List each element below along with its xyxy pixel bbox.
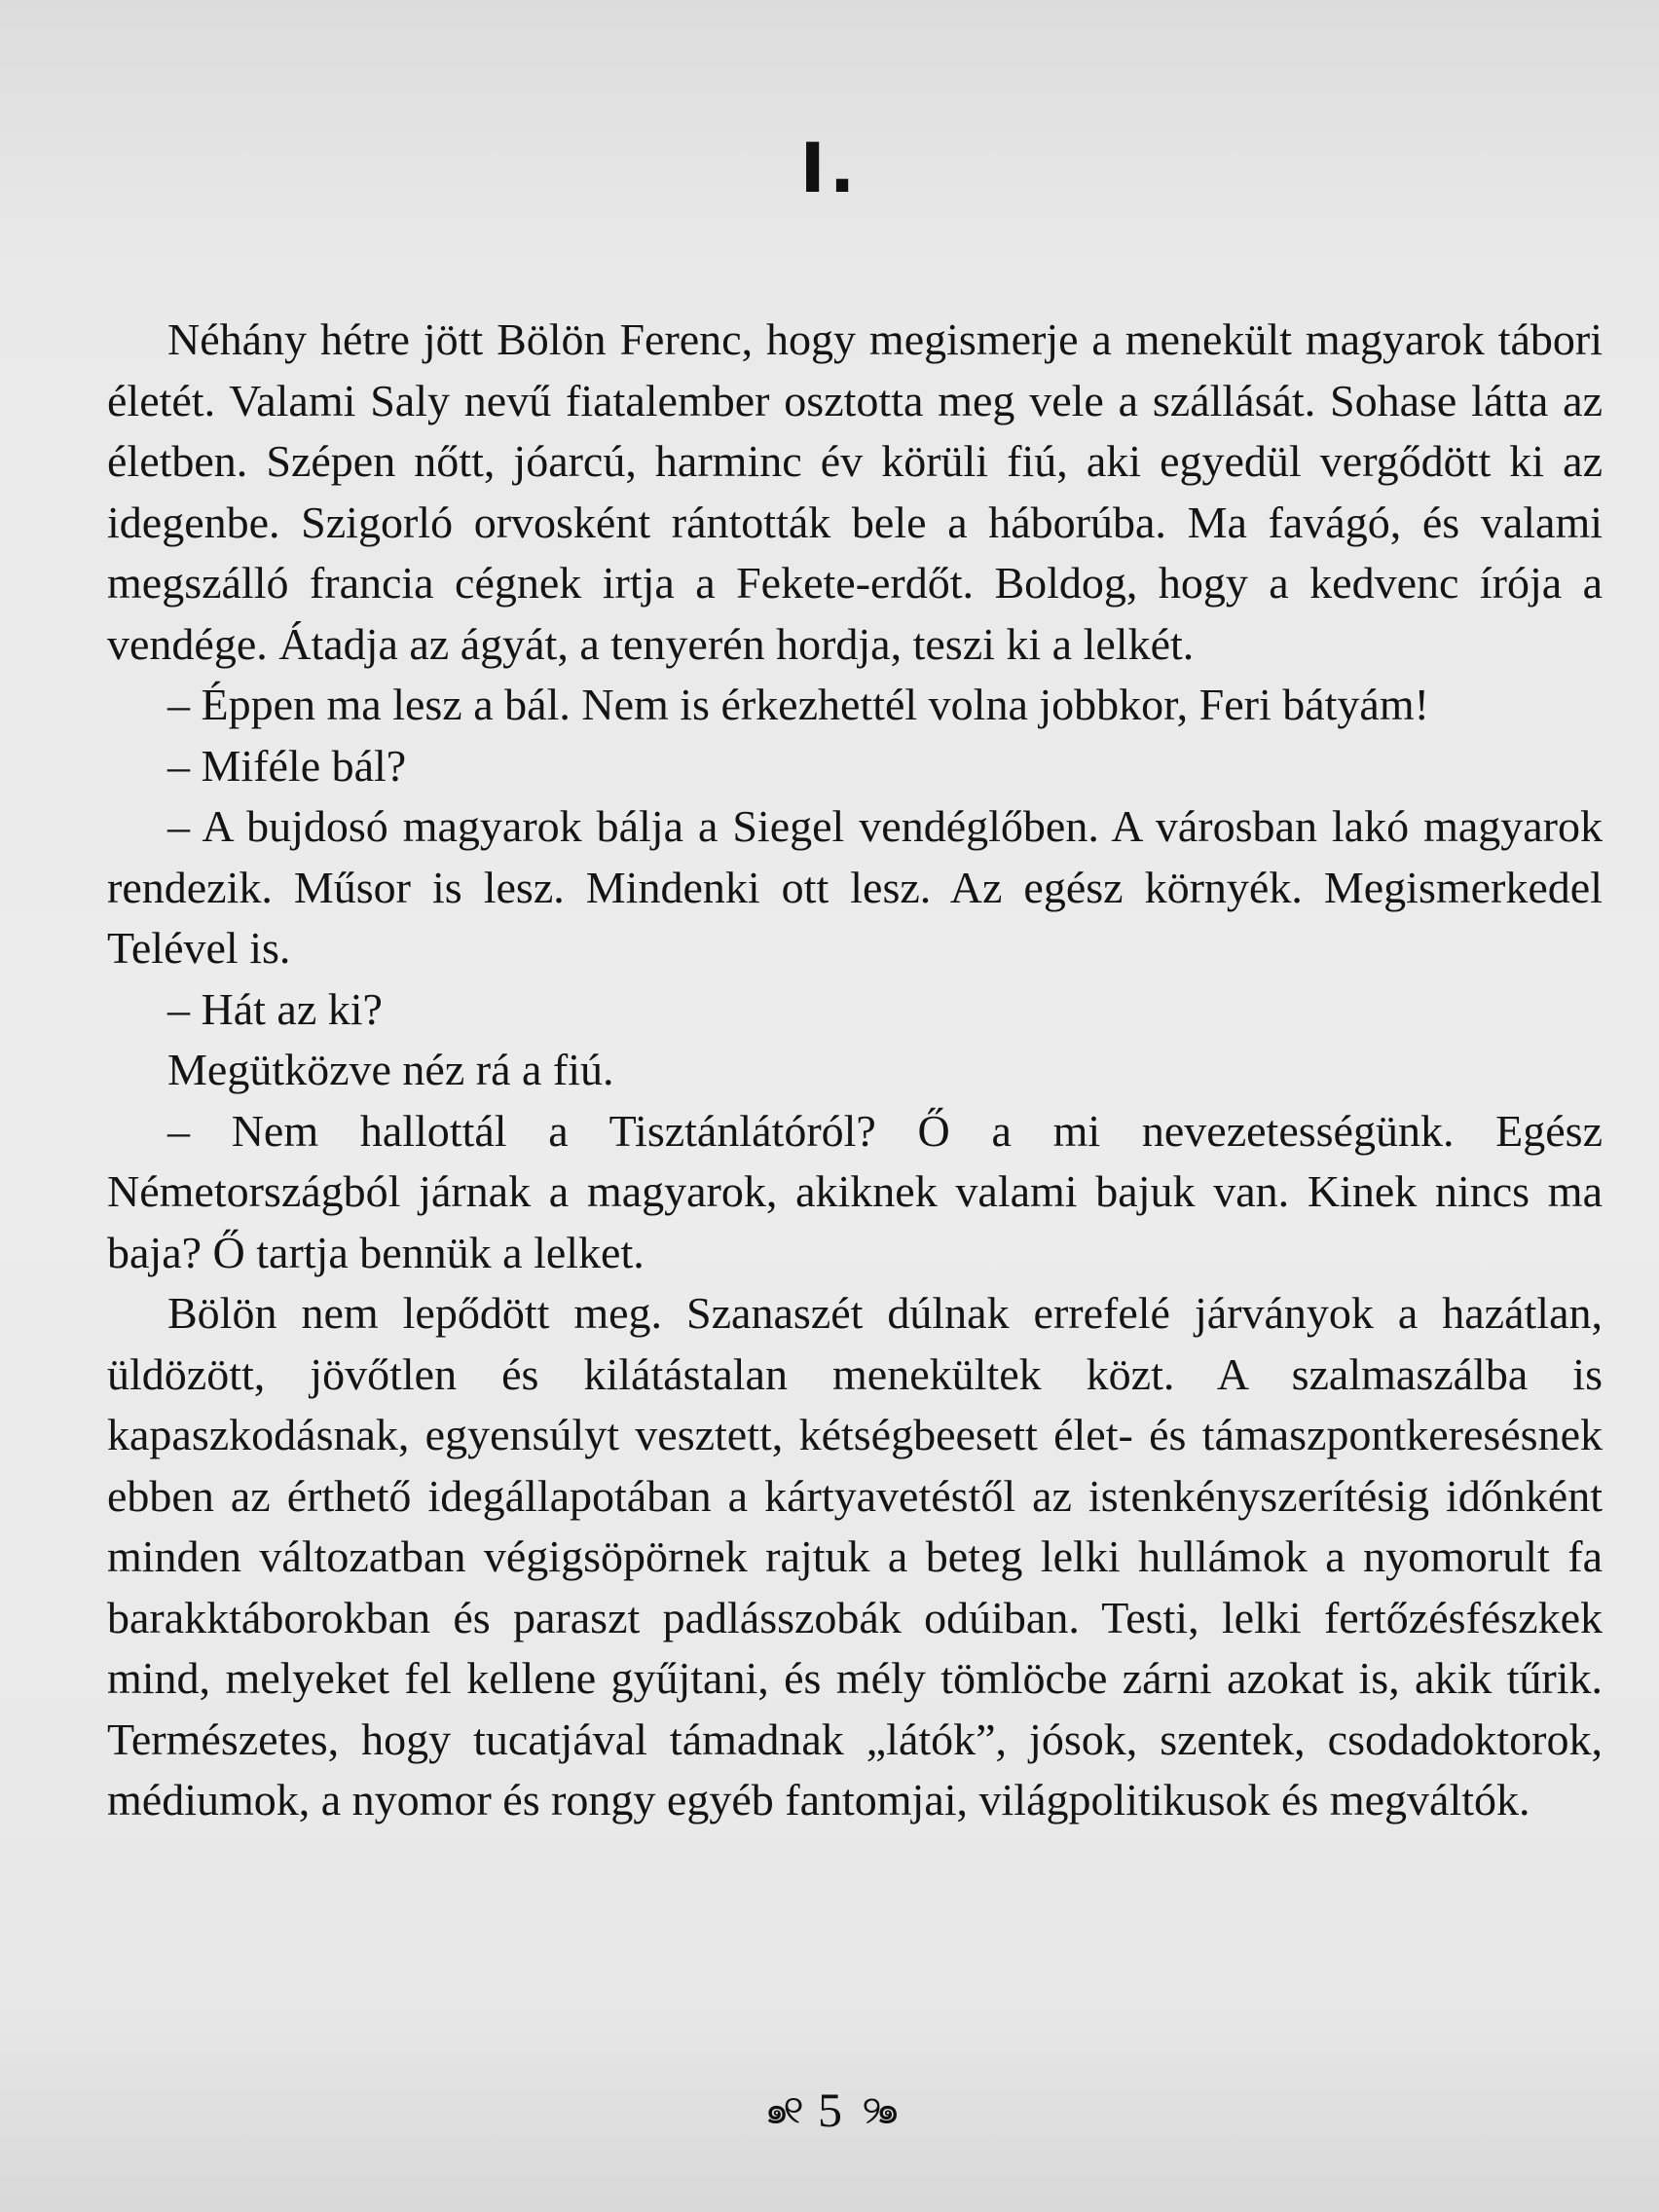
page-number: 5 bbox=[817, 2082, 842, 2137]
paragraph: – Éppen ma lesz a bál. Nem is érkezhettél volna jobbkor, Feri bátyám! bbox=[167, 680, 1429, 729]
paragraph: – A bujdosó magyarok bálja a Siegel vendéglőben. A városban lakó magyarok rendezik. Műsor is lesz. Mindenki ott lesz. Az egész környék. Megismerkedel Telével is. bbox=[107, 801, 1603, 973]
body-text bbox=[107, 310, 1603, 1831]
paragraph: – Hát az ki? bbox=[167, 983, 383, 1034]
chapter-heading: I. bbox=[799, 129, 860, 208]
ornament-left-icon: ๑୧ bbox=[764, 2087, 798, 2132]
paragraph: Megütközve néz rá a fiú. bbox=[167, 1045, 614, 1094]
page-footer bbox=[0, 2076, 1659, 2141]
paragraph: – Miféle bál? bbox=[167, 740, 407, 791]
paragraph: Néhány hétre jött Bölön Ferenc, hogy megismerje a menekült magyarok tábori életét. Valami Saly nevű fiatalember osztotta meg vele a szállását. Sohase látta az életben. Szépen nőtt, jóarcú, harminc év körüli fiú, aki egyedül vergődött ki az idegenbe. Szigorló orvosként rántották bele a háborúba. Ma favágó, és valami megszálló francia cégnek irtja a Fekete-erdőt. Boldog, hogy a kedvenc írója a vendége. Átadja az ágyát, a tenyerén hordja, teszi ki a lelkét. bbox=[107, 314, 1603, 669]
ornament-right-icon: ୨๑ bbox=[862, 2087, 895, 2132]
paragraph: Bölön nem lepődött meg. Szanaszét dúlnak errefelé járványok a hazátlan, üldözött, jövőtlen és kilátástalan menekültek közt. A szalmaszálba is kapaszkodásnak, egyensúlyt vesztett, kétségbeesett élet- és támaszpontkeresésnek ebben az érthető idegállapotában a kártyavetéstől az istenkényszerítésig időnként minden változatban végigsöpörnek rajtuk a beteg lelki hullámok a nyomorult fa barakktáborokban és paraszt padlásszobák odúiban. Testi, lelki fertőzésfészkek mind, melyeket fel kellene gyűjtani, és mély tömlöcbe zárni azokat is, akik tűrik. Természetes, hogy tucatjával támadnak „látók”, jósok, szentek, csodadoktorok, médiumok, a nyomor és rongy egyéb fantomjai, világpolitikusok és megváltók. bbox=[107, 1288, 1603, 1825]
paragraph: – Nem hallottál a Tisztánlátóról? Ő a mi nevezetességünk. Egész Németországból járnak a magyarok, akiknek valami bajuk van. Kinek nincs ma baja? Ő tartja bennük a lelket. bbox=[107, 1105, 1603, 1277]
